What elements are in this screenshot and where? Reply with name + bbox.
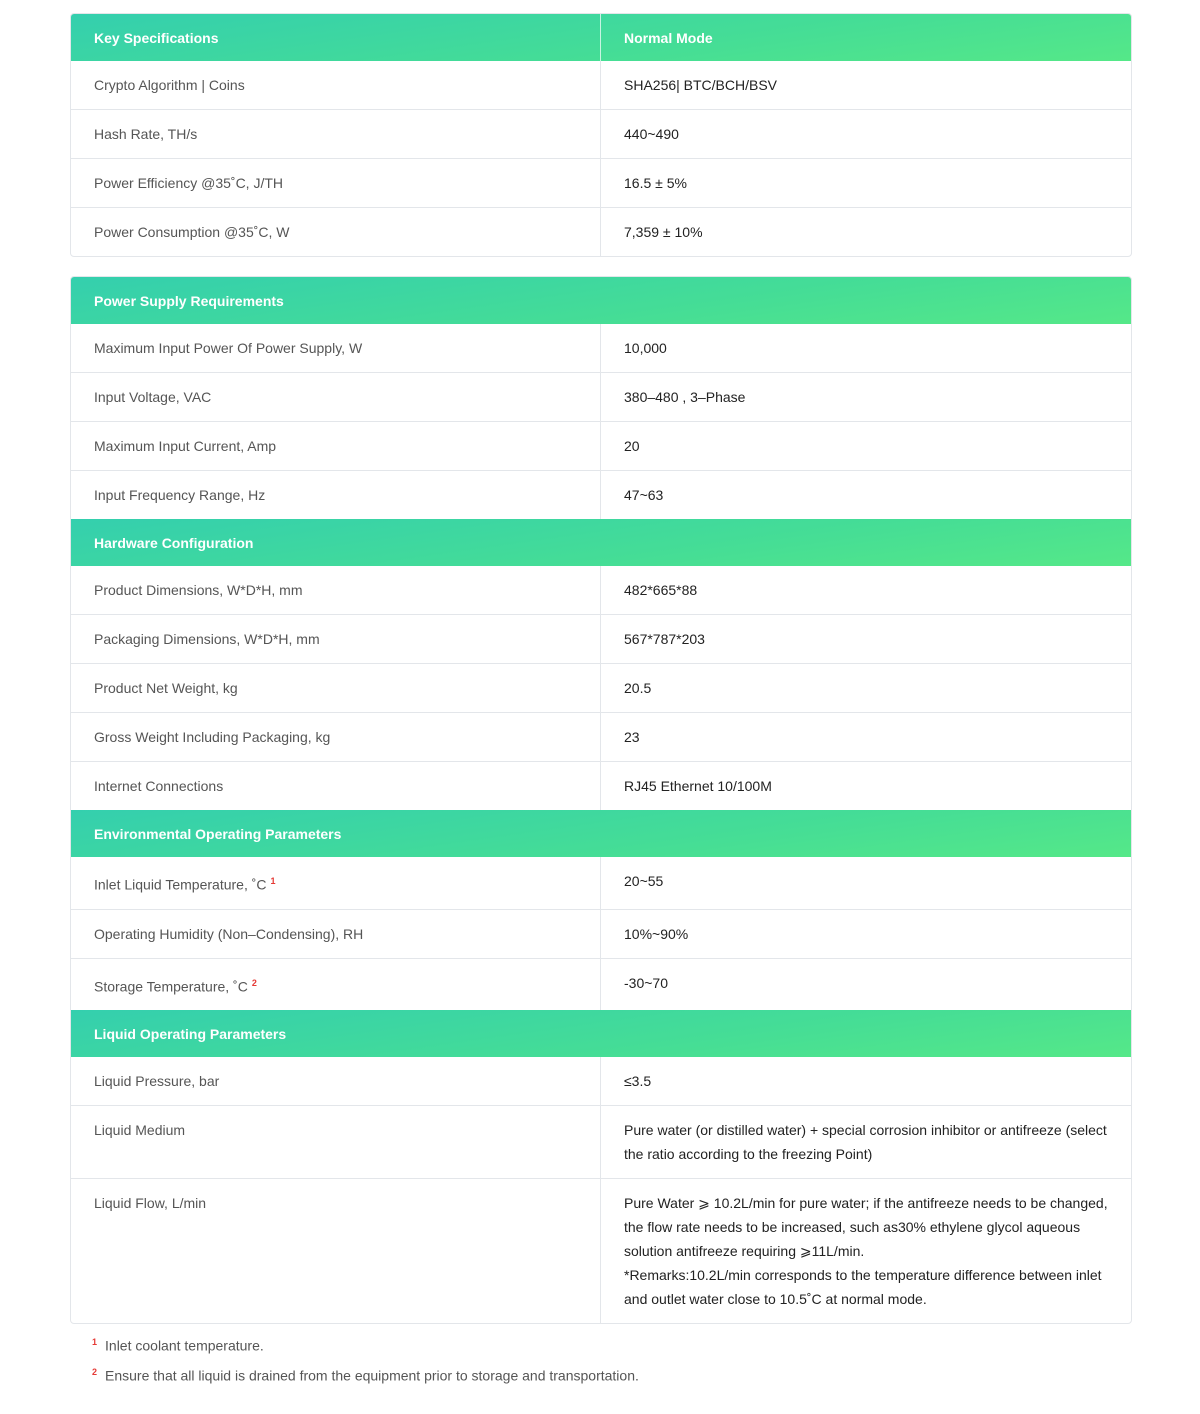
spec-label-text: Gross Weight Including Packaging, kg (94, 729, 331, 745)
spec-label (71, 61, 601, 109)
spec-label-text: Maximum Input Current, Amp (94, 438, 277, 454)
section-title: Liquid Operating Parameters (94, 1025, 287, 1042)
section-title: Environmental Operating Parameters (94, 825, 342, 842)
spec-label (71, 1057, 601, 1105)
table-header (71, 14, 1131, 61)
spec-value: 10,000 (624, 340, 667, 356)
spec-label-text: Liquid Pressure, bar (94, 1073, 220, 1090)
header-normal-mode: Normal Mode (624, 29, 713, 46)
spec-label-text: Liquid Medium (94, 1122, 186, 1139)
section-header (71, 1010, 1131, 1057)
footnote-marker: 1 (92, 1337, 98, 1347)
table-row (71, 470, 1131, 519)
spec-value: 10%~90% (624, 925, 689, 942)
spec-label (71, 1179, 601, 1323)
section-header (71, 810, 1131, 857)
requirements-table (70, 276, 1132, 1324)
table-row (71, 372, 1131, 421)
spec-value: 7,359 ± 10% (624, 224, 703, 240)
footnote-marker: 1 (270, 876, 276, 886)
section-title: Hardware Configuration (94, 534, 254, 551)
spec-label-text: Product Dimensions, W*D*H, mm (94, 582, 303, 598)
spec-label (71, 373, 601, 421)
spec-label (71, 208, 601, 256)
spec-label-text: Crypto Algorithm | Coins (94, 77, 245, 93)
footnote-text: Ensure that all liquid is drained from the equipment prior to storage and transportation. (105, 1367, 639, 1384)
spec-value: 440~490 (624, 126, 679, 142)
footnote-marker: 2 (251, 977, 257, 988)
spec-label (71, 959, 601, 1011)
spec-label-text: Packaging Dimensions, W*D*H, mm (94, 631, 320, 647)
table-row (71, 421, 1131, 470)
table-row (71, 61, 1131, 109)
footnote (92, 1330, 639, 1360)
table-row (71, 109, 1131, 158)
spec-label (71, 615, 601, 663)
spec-value: RJ45 Ethernet 10/100M (624, 778, 772, 794)
table-row (71, 158, 1131, 207)
spec-value: 20.5 (624, 680, 652, 696)
footnote-text: Inlet coolant temperature. (105, 1337, 264, 1354)
spec-label-text: Power Efficiency @35˚C, J/TH (94, 175, 284, 191)
table-row (71, 761, 1131, 810)
table-row (71, 663, 1131, 712)
table-row (71, 566, 1131, 614)
spec-value: Pure water (or distilled water) + special corrosion inhibitor or antifreeze (select the ratio according to the freezing Point) (624, 1122, 1107, 1163)
spec-label (71, 910, 601, 958)
spec-label-text: Hash Rate, TH/s (94, 126, 198, 142)
table-row (71, 1057, 1131, 1105)
spec-label (71, 422, 601, 470)
spec-label-text: Internet Connections (94, 778, 224, 794)
spec-label-text: Input Frequency Range, Hz (94, 487, 266, 503)
table-row (71, 958, 1131, 1011)
section-header (71, 519, 1131, 566)
spec-value: SHA256| BTC/BCH/BSV (624, 77, 778, 93)
table-row (71, 712, 1131, 761)
table-row (71, 614, 1131, 663)
spec-value: 20~55 (624, 873, 664, 889)
spec-value: 20 (624, 438, 640, 454)
footnotes (92, 1330, 639, 1390)
table-row (71, 909, 1131, 958)
section-title: Power Supply Requirements (94, 292, 284, 309)
spec-label-text: Storage Temperature, ˚C (94, 978, 248, 995)
spec-value: 16.5 ± 5% (624, 175, 687, 191)
spec-label (71, 471, 601, 519)
spec-value: 567*787*203 (624, 631, 705, 647)
table-row (71, 324, 1131, 372)
spec-label (71, 713, 601, 761)
section-header (71, 277, 1131, 324)
spec-value: 380–480 , 3–Phase (624, 389, 746, 405)
table-row (71, 1178, 1131, 1323)
footnote-marker: 2 (92, 1367, 98, 1377)
spec-label-text: Product Net Weight, kg (94, 680, 238, 696)
footnote (92, 1360, 639, 1390)
spec-value: ≤3.5 (624, 1073, 652, 1090)
table-row (71, 1105, 1131, 1178)
spec-label-text: Input Voltage, VAC (94, 389, 212, 405)
spec-label (71, 1106, 601, 1178)
key-specifications-table (70, 13, 1132, 257)
spec-label (71, 566, 601, 614)
spec-label-text: Maximum Input Power Of Power Supply, W (94, 340, 363, 356)
table-row (71, 857, 1131, 909)
spec-label (71, 324, 601, 372)
spec-label (71, 159, 601, 207)
spec-value: -30~70 (624, 974, 668, 991)
spec-label (71, 857, 601, 909)
spec-value: 482*665*88 (624, 582, 698, 598)
spec-value: 47~63 (624, 487, 664, 503)
spec-label (71, 664, 601, 712)
header-key-specifications: Key Specifications (71, 14, 601, 61)
spec-value: Pure Water ⩾ 10.2L/min for pure water; if the antifreeze needs to be changed, the flow rate needs to be increased, such as30% ethylene glycol aqueous solution antifreeze requiring ⩾11L/min. *Remarks:10.2L/min corresponds to the temperature difference between inlet and outlet water close to 10.5˚C at normal mode. (624, 1195, 1108, 1308)
table-row (71, 207, 1131, 256)
spec-label-text: Operating Humidity (Non–Condensing), RH (94, 925, 364, 942)
spec-label-text: Power Consumption @35˚C, W (94, 224, 290, 240)
spec-label-text: Inlet Liquid Temperature, ˚C (94, 876, 267, 893)
spec-label (71, 110, 601, 158)
spec-value: 23 (624, 729, 640, 745)
spec-label (71, 762, 601, 810)
spec-label-text: Liquid Flow, L/min (94, 1195, 207, 1212)
